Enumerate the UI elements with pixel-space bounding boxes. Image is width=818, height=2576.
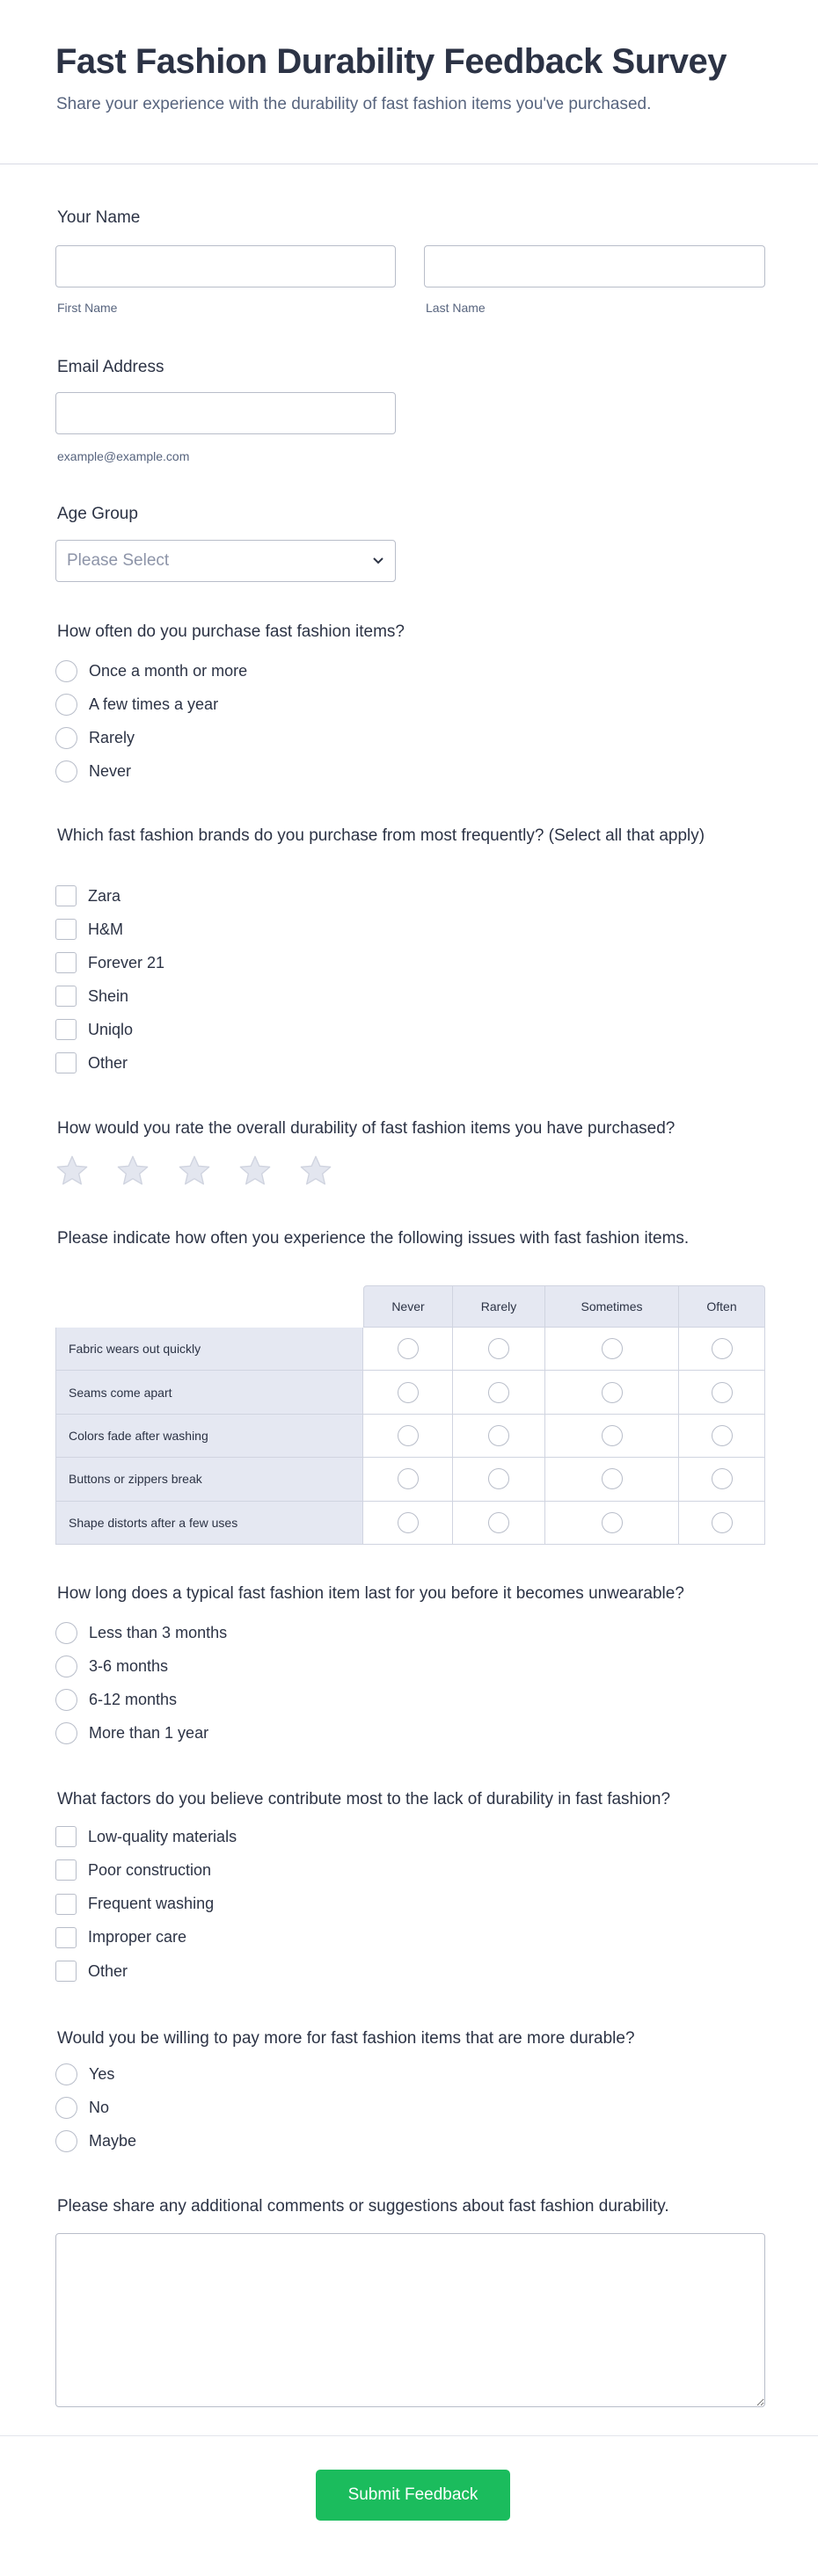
check[interactable] (55, 986, 77, 1007)
matrix-cell[interactable] (363, 1502, 453, 1545)
check[interactable] (55, 919, 77, 940)
option-label: A few times a year (89, 695, 219, 713)
radio[interactable] (488, 1425, 509, 1446)
matrix-row-label: Shape distorts after a few uses (55, 1502, 363, 1545)
option-label: Yes (89, 2064, 115, 2083)
check[interactable] (55, 1894, 77, 1915)
radio[interactable] (602, 1425, 623, 1446)
age-select[interactable] (55, 540, 396, 582)
brands-option[interactable] (55, 1051, 128, 1075)
matrix-col-header: Often (679, 1285, 765, 1328)
star-icon[interactable] (237, 1153, 274, 1189)
email-hint: example@example.com (57, 449, 190, 463)
option-label: H&M (88, 920, 123, 938)
frequency-option[interactable] (55, 692, 218, 717)
factors-option[interactable] (55, 1925, 186, 1950)
radio[interactable] (488, 1382, 509, 1403)
star-icon[interactable] (114, 1153, 151, 1189)
matrix-cell[interactable] (363, 1458, 453, 1501)
matrix-col-header: Sometimes (545, 1285, 679, 1328)
option-label: Frequent washing (88, 1895, 215, 1913)
radio[interactable] (712, 1425, 733, 1446)
matrix-row-label: Colors fade after washing (55, 1415, 363, 1458)
option-label: 6-12 months (89, 1691, 178, 1709)
option-label: Low-quality materials (88, 1827, 237, 1845)
issues-matrix (55, 1285, 765, 1545)
check[interactable] (55, 952, 77, 973)
last-name-sublabel: Last Name (426, 301, 486, 315)
matrix-cell[interactable] (545, 1502, 679, 1545)
radio[interactable] (712, 1382, 733, 1403)
factors-option[interactable] (55, 1959, 128, 1983)
email-input[interactable] (55, 392, 396, 434)
first-name-input[interactable] (55, 245, 396, 287)
radio[interactable] (712, 1338, 733, 1359)
matrix-cell[interactable] (545, 1371, 679, 1414)
check[interactable] (55, 1859, 77, 1881)
radio[interactable] (55, 1722, 77, 1744)
matrix-label: Please indicate how often you experience the following issues with fast fashion items. (57, 1229, 690, 1248)
matrix-cell[interactable] (363, 1415, 453, 1458)
star-icon[interactable] (297, 1153, 334, 1189)
matrix-cell[interactable] (453, 1502, 545, 1545)
matrix-cell[interactable] (679, 1328, 765, 1371)
pay-option[interactable] (55, 2128, 136, 2153)
radio[interactable] (55, 2063, 77, 2085)
frequency-option[interactable] (55, 725, 135, 750)
frequency-label: How often do you purchase fast fashion items? (57, 622, 405, 641)
star-icon[interactable] (54, 1153, 91, 1189)
radio[interactable] (712, 1468, 733, 1489)
pay-option[interactable] (55, 2062, 114, 2086)
matrix-cell[interactable] (363, 1371, 453, 1414)
radio[interactable] (55, 727, 77, 749)
option-label: No (89, 2098, 110, 2116)
radio[interactable] (55, 660, 77, 682)
radio[interactable] (488, 1468, 509, 1489)
brands-label: Which fast fashion brands do you purchase from most frequently? (Select all that apply) (57, 826, 705, 845)
footer-divider (0, 2435, 818, 2436)
matrix-cell[interactable] (453, 1328, 545, 1371)
matrix-row-label: Fabric wears out quickly (55, 1328, 363, 1371)
option-label: Zara (88, 886, 121, 905)
matrix-cell[interactable] (453, 1371, 545, 1414)
radio[interactable] (55, 694, 77, 716)
matrix-row-label: Buttons or zippers break (55, 1458, 363, 1501)
option-label: Other (88, 1053, 128, 1072)
factors-option[interactable] (55, 1892, 214, 1917)
brands-option[interactable] (55, 884, 121, 908)
matrix-cell[interactable] (453, 1458, 545, 1501)
radio[interactable] (55, 760, 77, 782)
option-label: Forever 21 (88, 953, 165, 971)
radio[interactable] (712, 1512, 733, 1533)
option-label: Other (88, 1961, 128, 1980)
matrix-row (55, 1502, 765, 1545)
option-label: Rarely (89, 728, 135, 746)
matrix-cell[interactable] (545, 1328, 679, 1371)
option-label: Uniqlo (88, 1020, 134, 1038)
matrix-corner (55, 1285, 363, 1328)
lifespan-option[interactable] (55, 1654, 168, 1678)
radio[interactable] (488, 1512, 509, 1533)
radio[interactable] (55, 1689, 77, 1711)
check[interactable] (55, 885, 77, 906)
radio[interactable] (55, 1655, 77, 1677)
radio[interactable] (398, 1382, 419, 1403)
radio[interactable] (55, 2130, 77, 2152)
check[interactable] (55, 1052, 77, 1073)
matrix-cell[interactable] (363, 1328, 453, 1371)
matrix-cell[interactable] (679, 1415, 765, 1458)
option-label: Shein (88, 986, 129, 1005)
matrix-cell[interactable] (545, 1415, 679, 1458)
frequency-option[interactable] (55, 760, 131, 784)
rating-label: How would you rate the overall durability of fast fashion items you have purchased? (57, 1119, 676, 1138)
check[interactable] (55, 1961, 77, 1982)
matrix-cell[interactable] (453, 1415, 545, 1458)
factors-option[interactable] (55, 1858, 211, 1882)
page-title: Fast Fashion Durability Feedback Survey (55, 42, 727, 81)
radio[interactable] (398, 1338, 419, 1359)
radio[interactable] (55, 2097, 77, 2119)
lifespan-option[interactable] (55, 1721, 208, 1746)
radio[interactable] (602, 1338, 623, 1359)
radio[interactable] (55, 1622, 77, 1644)
matrix-row (55, 1458, 765, 1501)
radio[interactable] (602, 1382, 623, 1403)
matrix-col-header: Rarely (453, 1285, 545, 1328)
comments-label: Please share any additional comments or suggestions about fast fashion durability. (57, 2197, 669, 2216)
option-label: Less than 3 months (89, 1623, 228, 1641)
frequency-option[interactable] (55, 659, 247, 683)
matrix-cell[interactable] (679, 1458, 765, 1501)
brands-option[interactable] (55, 984, 128, 1008)
radio[interactable] (398, 1468, 419, 1489)
matrix-row (55, 1371, 765, 1414)
email-label: Email Address (57, 358, 164, 376)
first-name-sublabel: First Name (57, 301, 118, 315)
factors-option[interactable] (55, 1824, 237, 1849)
matrix-row (55, 1328, 765, 1371)
check[interactable] (55, 1927, 77, 1948)
option-label: Poor construction (88, 1860, 212, 1879)
radio[interactable] (398, 1512, 419, 1533)
lifespan-option[interactable] (55, 1688, 177, 1713)
radio[interactable] (398, 1425, 419, 1446)
radio[interactable] (602, 1512, 623, 1533)
option-label: Improper care (88, 1928, 187, 1947)
check[interactable] (55, 1019, 77, 1040)
check[interactable] (55, 1826, 77, 1847)
option-label: Once a month or more (89, 661, 248, 680)
brands-option[interactable] (55, 917, 123, 942)
age-select-placeholder: Please Select (67, 551, 170, 570)
factors-label: What factors do you believe contribute most to the lack of durability in fast fashion? (57, 1790, 671, 1808)
star-icon[interactable] (176, 1153, 213, 1189)
page-subtitle: Share your experience with the durability of fast fashion items you've purchased. (56, 95, 652, 113)
matrix-cell[interactable] (679, 1502, 765, 1545)
last-name-input[interactable] (424, 245, 765, 287)
option-label: Never (89, 762, 132, 781)
name-label: Your Name (57, 208, 141, 227)
pay-label: Would you be willing to pay more for fast fashion items that are more durable? (57, 2029, 635, 2048)
submit-button[interactable]: Submit Feedback (316, 2470, 510, 2521)
radio[interactable] (488, 1338, 509, 1359)
matrix-row (55, 1415, 765, 1458)
matrix-cell[interactable] (679, 1371, 765, 1414)
pay-option[interactable] (55, 2095, 109, 2120)
lifespan-option[interactable] (55, 1620, 227, 1645)
chevron-down-icon (372, 557, 384, 565)
comments-textarea[interactable] (55, 2233, 765, 2407)
brands-option[interactable] (55, 1017, 133, 1042)
option-label: 3-6 months (89, 1656, 169, 1675)
age-label: Age Group (57, 505, 138, 523)
matrix-cell[interactable] (545, 1458, 679, 1501)
radio[interactable] (602, 1468, 623, 1489)
matrix-col-header: Never (363, 1285, 453, 1328)
matrix-row-label: Seams come apart (55, 1371, 363, 1414)
lifespan-label: How long does a typical fast fashion item last for you before it becomes unwearable? (57, 1584, 684, 1603)
brands-option[interactable] (55, 950, 164, 975)
option-label: More than 1 year (89, 1724, 209, 1743)
option-label: Maybe (89, 2131, 137, 2150)
